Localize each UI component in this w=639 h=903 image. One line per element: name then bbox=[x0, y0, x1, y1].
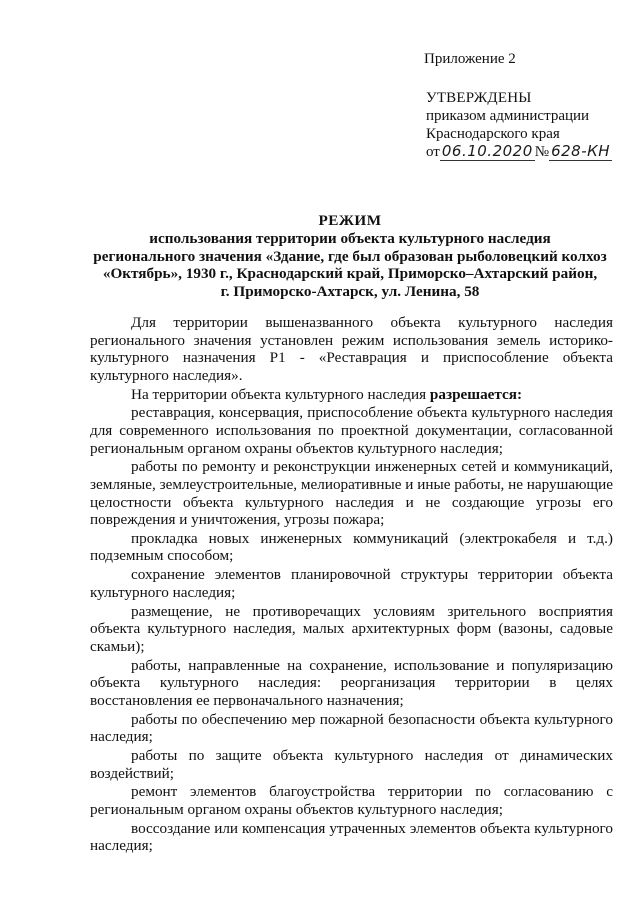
allowed-heading-bold: разрешается: bbox=[429, 385, 523, 403]
paragraph-item-landscaping: ремонт элементов благоустройства территории по согласованию с региональным органом охраны объектов культурного наследия; bbox=[90, 783, 613, 818]
approval-line-1: приказом администрации bbox=[426, 108, 590, 124]
approval-title: УТВЕРЖДЕНЫ bbox=[426, 90, 532, 106]
approval-line-2: Краснодарского края bbox=[426, 126, 560, 142]
document-heading bbox=[90, 212, 610, 301]
paragraph-item-popularization: работы, направленные на сохранение, использование и популяризацию объекта культурного наследия: реорганизация территории в целях восстановления ее первоначального назначения; bbox=[90, 656, 613, 709]
allowed-heading-text: На территории объекта культурного наследия bbox=[131, 385, 427, 403]
heading-line-3: «Октябрь», 1930 г., Краснодарский край, Приморско–Ахтарский район, bbox=[102, 265, 598, 283]
heading-line-2: регионального значения «Здание, где был образован рыболовецкий колхоз bbox=[93, 247, 607, 265]
order-date-handwritten: 06.10.2020 bbox=[441, 142, 533, 160]
heading-line-4: г. Приморско-Ахтарск, ул. Ленина, 58 bbox=[220, 283, 480, 301]
paragraph-item-utilities: прокладка новых инженерных коммуникаций (электрокабеля и т.д.) подземным способом; bbox=[90, 529, 613, 565]
heading-line-1: использования территории объекта культурного наследия bbox=[149, 229, 551, 247]
paragraph-item-planning-structure: сохранение элементов планировочной структуры территории объекта культурного наследия; bbox=[90, 566, 613, 601]
order-number-sign: № bbox=[534, 144, 550, 160]
paragraph-allowed-heading bbox=[90, 386, 613, 404]
paragraph-item-recreation: воссоздание или компенсация утраченных элементов объекта культурного наследия; bbox=[90, 819, 613, 855]
order-number-handwritten: 628-КН bbox=[551, 142, 611, 160]
paragraph-item-fire-safety: работы по обеспечению мер пожарной безопасности объекта культурного наследия; bbox=[90, 710, 613, 746]
order-date-number bbox=[426, 143, 631, 165]
heading-title: РЕЖИМ bbox=[318, 212, 382, 229]
paragraph-item-restoration: реставрация, консервация, приспособление объекта культурного наследия для современного использования по проектной документации, согласованной региональным органом охраны объектов культурного наследия; bbox=[90, 404, 613, 457]
paragraph-item-dynamic-protection: работы по защите объекта культурного наследия от динамических воздействий; bbox=[90, 746, 613, 782]
paragraph-intro: Для территории вышеназванного объекта культурного наследия регионального значения установлен режим использования земель историко-культурного назначения Р1 - «Реставрация и приспособление объекта культурного наследия». bbox=[90, 314, 613, 384]
appendix-label: Приложение 2 bbox=[424, 51, 516, 67]
paragraph-item-repair-works: работы по ремонту и реконструкции инженерных сетей и коммуникаций, земляные, землеустроительные, мелиоративные и иные работы, не нарушающие целостности объекта культурного наследия и не создающие угрозы его повреждения и уничтожения, угрозы пожара; bbox=[90, 458, 613, 529]
order-prefix: от bbox=[426, 144, 440, 160]
document-body bbox=[90, 314, 613, 856]
paragraph-item-small-forms: размещение, не противоречащих условиям зрительного восприятия объекта культурного наследия, малых архитектурных форм (вазоны, садовые скамьи); bbox=[90, 602, 613, 655]
approval-block bbox=[426, 89, 631, 165]
